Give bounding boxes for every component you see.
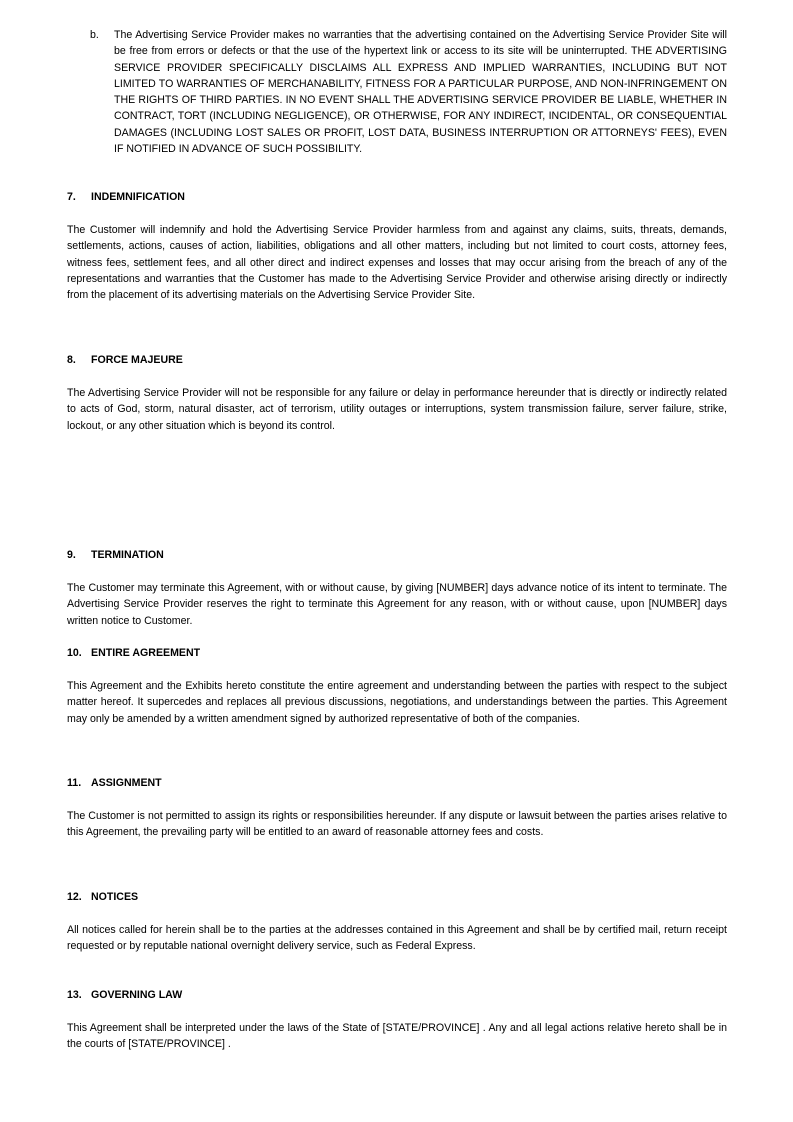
section-number: 12. [67,891,82,903]
section-title: ASSIGNMENT [91,777,162,789]
section-text-termination: The Customer may terminate this Agreement, with or without cause, by giving [NUMBER] days advance notice of its intent to terminate. The Advertising Service Provider reserves the right to terminate this Agreement for any reason, with or without cause, upon [NUMBER] days written notice to Customer. [67,582,727,627]
clause-b-text: The Advertising Service Provider makes no warranties that the advertising contained on the Advertising Service Provider Site will be free from errors or defects or that the use of the hypertext link or access to its site will be uninterrupted. THE ADVERTISING SERVICE PROVIDER SPECIFICALLY DISCLAIMS ALL EXPRESS AND IMPLIED WARRANTIES, INCLUDING BUT NOT LIMITED TO WARRANTIES OF MERCHANABILITY, FITNESS FOR A PARTICULAR PURPOSE, AND NON-INFRINGEMENT ON THE RIGHTS OF THIRD PARTIES. IN NO EVENT SHALL THE ADVERTISING SERVICE PROVIDER BE LIABLE, WHETHER IN CONTRACT, TORT (INCLUDING NEGLIGENCE), OR OTHERWISE, FOR ANY INDIRECT, INCIDENTAL, OR CONSEQUENTIAL DAMAGES (INCLUDING LOST SALES OR PROFIT, LOST DATA, BUSINESS INTERRUPTION OR ATTORNEYS' FEES), EVEN IF NOTIFIED IN ADVANCE OF SUCH POSSIBILITY. [114,29,727,156]
section-number: 8. [67,354,76,366]
section-heading-indemnification [67,189,185,205]
section-title: GOVERNING LAW [91,989,183,1001]
section-text-assignment: The Customer is not permitted to assign its rights or responsibilities hereunder. If any dispute or lawsuit between the parties arises relative to this Agreement, the prevailing party will be entitled to an award of reasonable attorney fees and costs. [67,810,727,839]
section-text-notices: All notices called for herein shall be to the parties at the addresses contained in this Agreement and shall be by certified mail, return receipt requested or by reputable national overnight delivery service, such as Federal Express. [67,924,727,953]
section-title: ENTIRE AGREEMENT [91,647,201,659]
section-heading-notices [67,889,138,905]
section-number: 13. [67,989,82,1001]
section-title: FORCE MAJEURE [91,354,183,366]
section-text-indemnification: The Customer will indemnify and hold the Advertising Service Provider harmless from and against any claims, suits, threats, demands, settlements, actions, causes of action, liabilities, obligations and all other matters, including but not limited to court costs, attorney fees, witness fees, settlement fees, and all other direct and indirect expenses and losses that may occur arising from the breach of any of the representations and warranties that the Customer has made to the Advertising Service Provider and otherwise arising directly or indirectly from the placement of its advertising materials on the Advertising Service Provider Site. [67,224,727,302]
section-heading-force-majeure [67,352,183,368]
section-number: 11. [67,777,82,789]
clause-b-marker: b. [90,29,99,41]
section-heading-termination [67,547,164,563]
section-title: NOTICES [91,891,139,903]
section-text-entire-agreement: This Agreement and the Exhibits hereto constitute the entire agreement and understanding between the parties with respect to the subject matter hereof. It supercedes and replaces all previous discussions, negotiations, and understandings between the parties. This Agreement may only be amended by a written amendment signed by authorized representative of both of the companies. [67,680,727,725]
section-number: 9. [67,549,76,561]
section-text-governing-law: This Agreement shall be interpreted under the laws of the State of [STATE/PROVINCE] . Any and all legal actions relative hereto shall be in the courts of [STATE/PROVINCE] . [67,1022,727,1051]
section-title: TERMINATION [91,549,164,561]
section-text-force-majeure: The Advertising Service Provider will not be responsible for any failure or delay in performance hereunder that is directly or indirectly related to acts of God, storm, natural disaster, act of terrorism, utility outages or interruptions, system transmission failure, server failure, strike, lockout, or any other situation which is beyond its control. [67,387,727,432]
section-number: 10. [67,647,82,659]
section-number: 7. [67,191,76,203]
section-heading-entire-agreement [67,645,200,661]
section-title: INDEMNIFICATION [91,191,185,203]
section-heading-assignment [67,775,162,791]
section-heading-governing-law [67,987,182,1003]
